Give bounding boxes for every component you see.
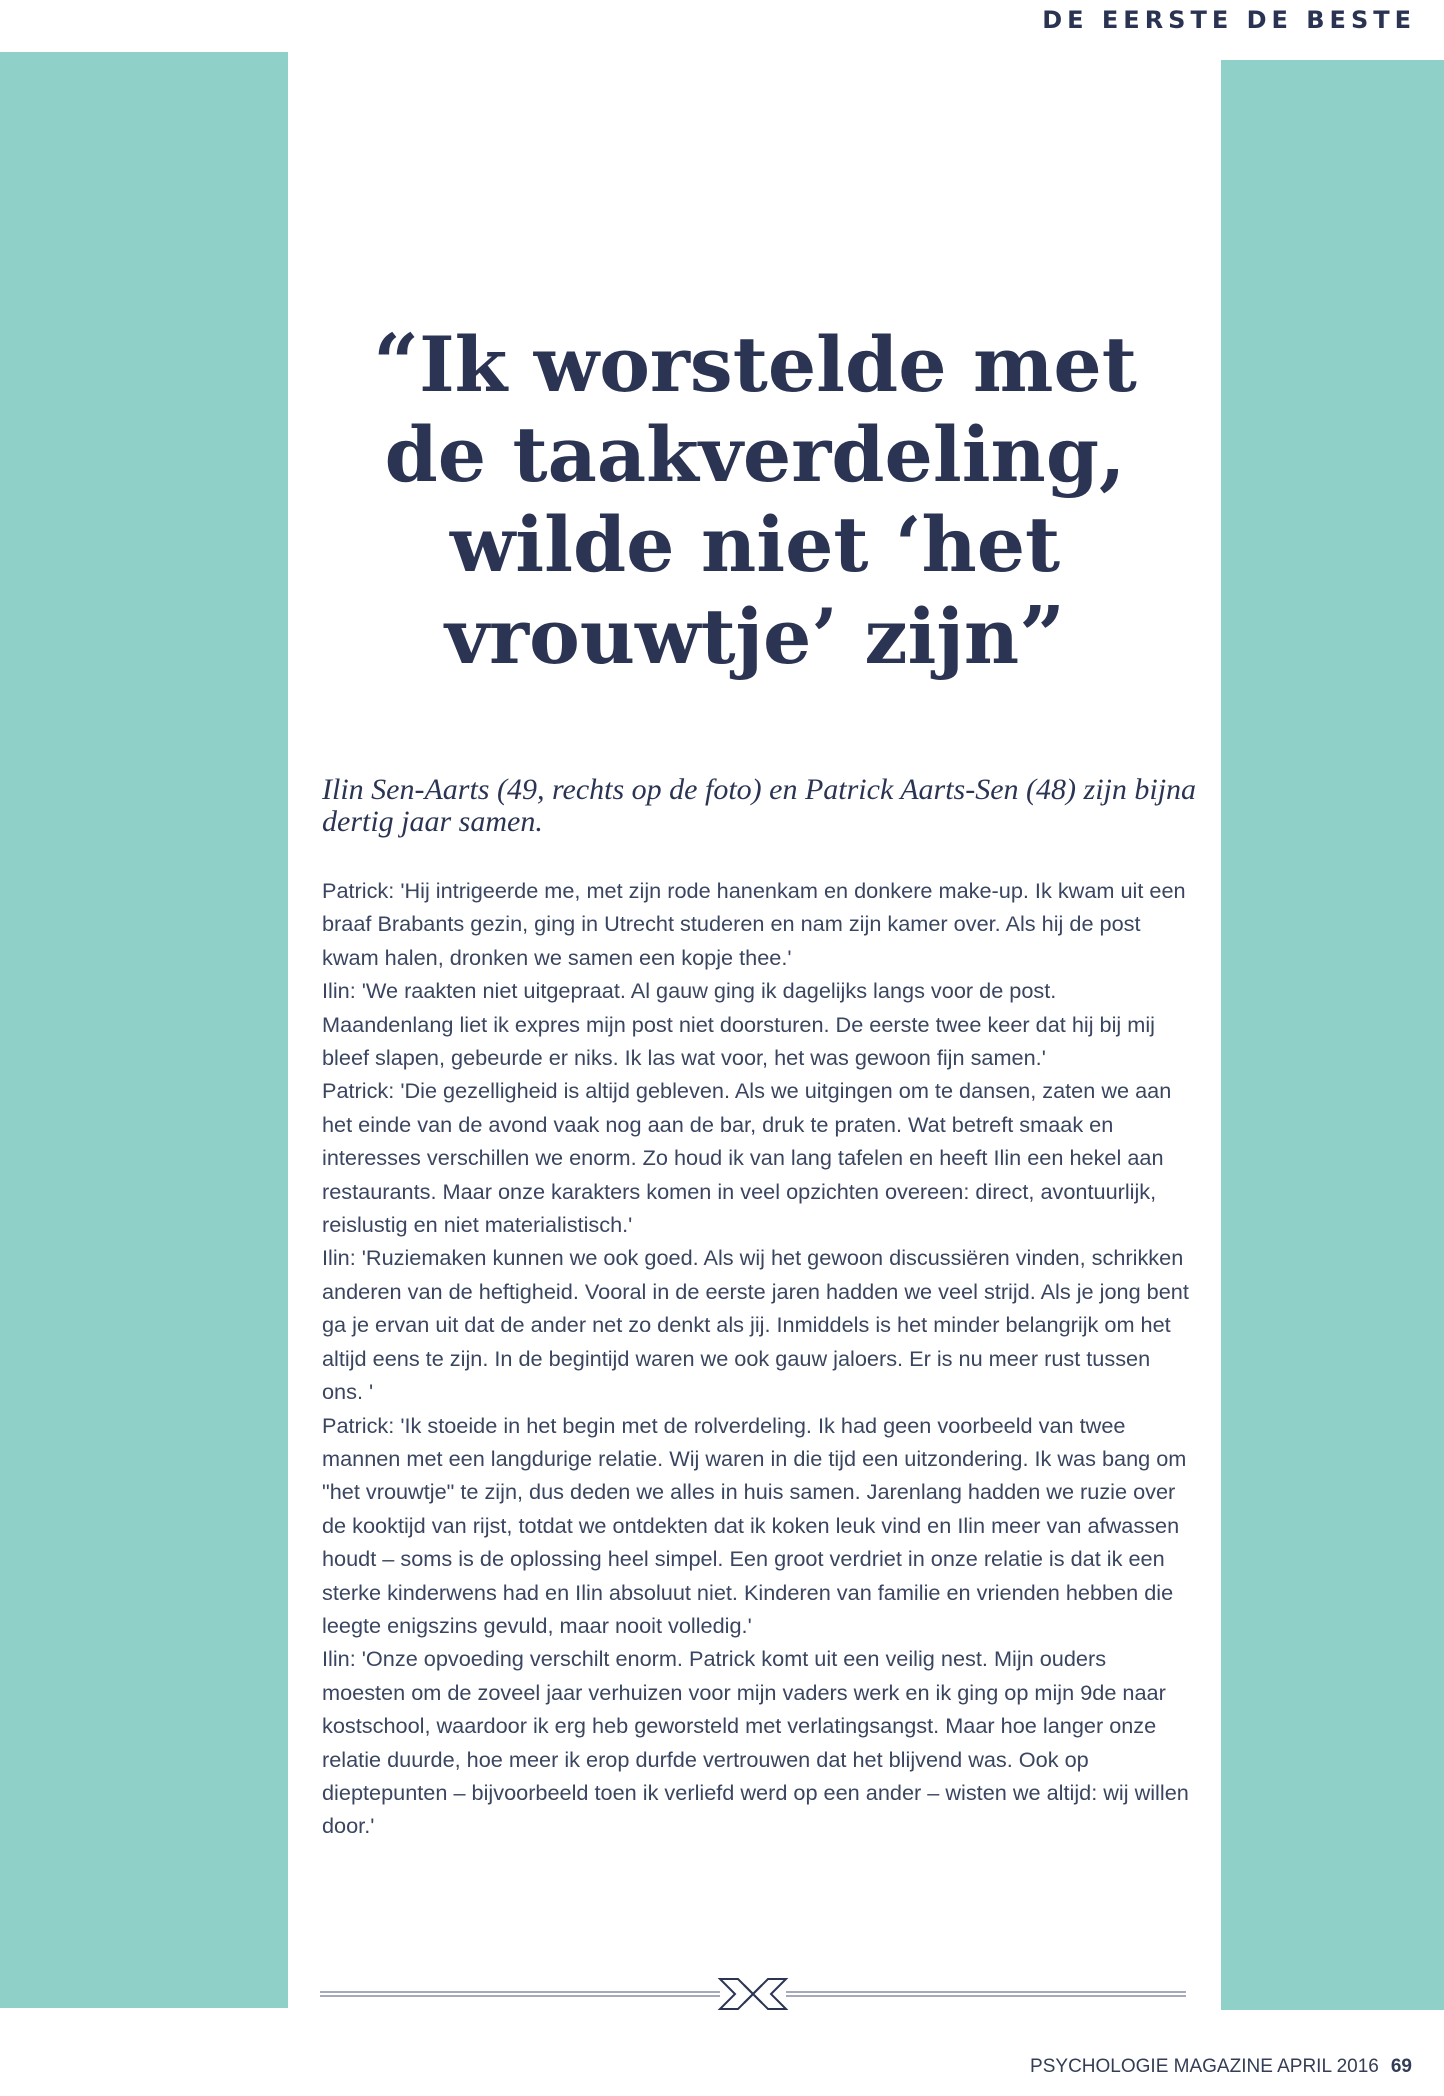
paragraph-2: Ilin: 'We raakten niet uitgepraat. Al gauw ging ik dagelijks langs voor de post. Maandenlang liet ik expres mijn post niet doorsturen. De eerste twee keer dat hij bij mij bleef slapen, gebeurde er niks. Ik las wat voor, het was gewoon fijn samen.' [322, 978, 1155, 1071]
paragraph-4: Ilin: 'Ruziemaken kunnen we ook goed. Als wij het gewoon discussiëren vinden, schrikken anderen van de heftigheid. Vooral in de eerste jaren hadden we veel strijd. Als je jong bent ga je ervan uit dat de ander net zo denkt als jij. Inmiddels is het minder belangrijk om het altijd eens te zijn. In de begintijd waren we ook gauw jaloers. Er is nu meer rust tussen ons. ' [322, 1245, 1189, 1405]
close-quote-mark: ” [1019, 588, 1066, 682]
open-quote-mark: “ [373, 316, 420, 410]
paragraph-1: Patrick: 'Hij intrigeerde me, met zijn rode hanenkam en donkere make-up. Ik kwam uit een braaf Brabants gezin, ging in Utrecht studeren en nam zijn kamer over. Als hij de post kwam halen, dronken we samen een kopje thee.' [322, 878, 1186, 970]
divider-left-rule [320, 1992, 720, 1996]
page-number: 69 [1390, 2056, 1412, 2077]
right-teal-band [1221, 60, 1444, 2010]
ornament-divider [320, 1975, 1186, 2013]
intro-text: Ilin Sen-Aarts (49, rechts op de foto) en Patrick Aarts-Sen (48) zijn bijna dertig jaar samen. [322, 773, 1197, 838]
divider-right-rule [786, 1992, 1186, 1996]
paragraph-6: Ilin: 'Onze opvoeding verschilt enorm. Patrick komt uit een veilig nest. Mijn ouders moesten om de zoveel jaar verhuizen voor mijn vaders werk en ik ging op mijn 9de naar kostschool, waardoor ik erg heb geworsteld met verlatingsangst. Maar hoe langer onze relatie duurde, hoe meer ik erop durfde vertrouwen dat het blijvend was. Ook op dieptepunten – bijvoorbeeld toen ik verliefd werd op een ander – wisten we altijd: wij willen door.' [322, 1646, 1189, 1839]
left-teal-band [0, 52, 288, 2008]
section-label: DE EERSTE DE BESTE [1042, 6, 1416, 34]
paragraph-5: Patrick: 'Ik stoeide in het begin met de rolverdeling. Ik had geen voorbeeld van twee mannen met een langdurige relatie. Wij waren in die tijd een uitzondering. Ik was bang om "het vrouwtje" te zijn, dus deden we alles in huis samen. Jarenlang hadden we ruzie over de kooktijd van rijst, totdat we ontdekten dat ik koken leuk vind en Ilin meer van afwassen houdt – soms is de oplossing heel simpel. Een groot verdriet in onze relatie is dat ik een sterke kinderwens had en Ilin absoluut niet. Kinderen van familie en vrienden hebben die leegte enigszins gevuld, maar nooit volledig.' [322, 1412, 1187, 1638]
paragraph-3: Patrick: 'Die gezelligheid is altijd gebleven. Als we uitgingen om te dansen, zaten we aan het einde van de avond vaak nog aan de bar, druk te praten. Wat betreft smaak en interesses verschillen we enorm. Zo houd ik van lang tafelen en heeft Ilin een hekel aan restaurants. Maar onze karakters komen in veel opzichten overeen: direct, avontuurlijk, reislustig en niet materialistisch.' [322, 1078, 1172, 1238]
headline-line-1: “Ik worstelde met [373, 316, 1137, 410]
headline-line-3: wilde niet ‘het [449, 500, 1061, 589]
page-footer [1030, 2056, 1412, 2078]
divider-ornament-icon [720, 1979, 786, 2009]
headline-line-2: de taakverdeling, [384, 410, 1126, 499]
publication-name: PSYCHOLOGIE MAGAZINE APRIL 2016 [1030, 2056, 1379, 2077]
article-body [322, 874, 1192, 1843]
headline-quote [300, 318, 1210, 682]
headline-line-4: vrouwtje’ zijn” [444, 588, 1066, 682]
